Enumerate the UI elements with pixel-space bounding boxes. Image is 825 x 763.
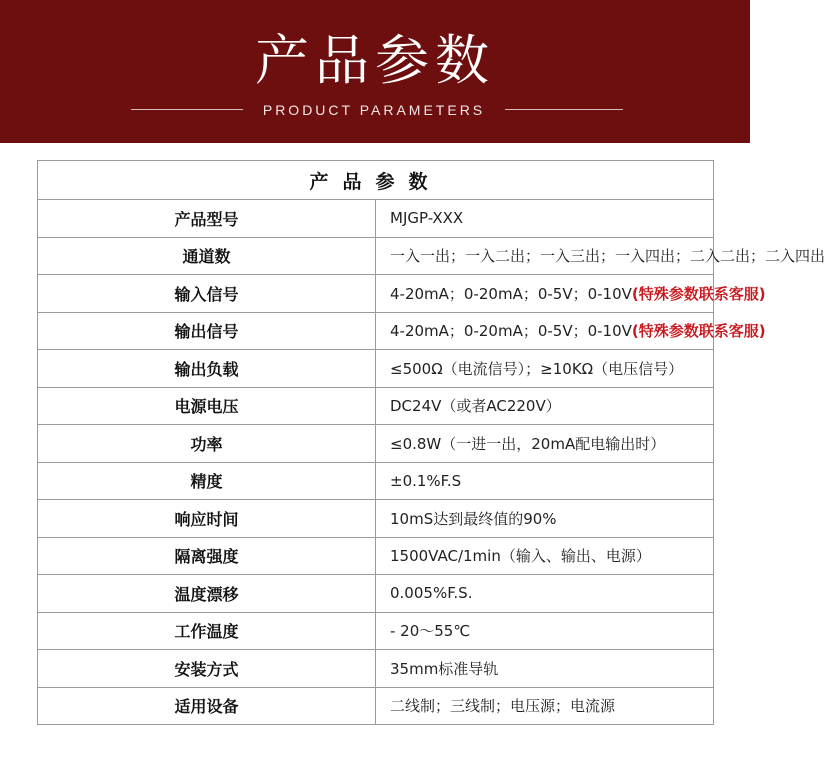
subtitle-row bbox=[0, 98, 750, 122]
param-label: 适用设备 bbox=[38, 687, 376, 725]
param-label: 输出负载 bbox=[38, 350, 376, 388]
param-label: 通道数 bbox=[38, 237, 376, 275]
param-value: 4-20mA；0-20mA；0-5V；0-10V bbox=[390, 284, 632, 303]
table-row bbox=[38, 312, 714, 350]
param-value-cell bbox=[376, 500, 714, 538]
param-value: DC24V（或者AC220V） bbox=[390, 397, 561, 416]
table-row bbox=[38, 612, 714, 650]
param-value: MJGP-XXX bbox=[390, 209, 464, 228]
param-value-cell bbox=[376, 200, 714, 238]
table-row bbox=[38, 425, 714, 463]
table-row bbox=[38, 500, 714, 538]
table-row bbox=[38, 462, 714, 500]
param-label: 电源电压 bbox=[38, 387, 376, 425]
param-value-cell bbox=[376, 312, 766, 350]
param-value: 二线制；三线制；电压源；电流源 bbox=[390, 697, 616, 716]
table-row bbox=[38, 537, 714, 575]
param-label: 安装方式 bbox=[38, 650, 376, 688]
param-value: - 20～55℃ bbox=[390, 622, 471, 641]
spec-table bbox=[37, 160, 825, 725]
page-subtitle: PRODUCT PARAMETERS bbox=[262, 102, 486, 118]
divider-line-right bbox=[505, 109, 623, 110]
param-value-cell bbox=[376, 650, 714, 688]
param-label: 隔离强度 bbox=[38, 537, 376, 575]
param-value: ≤500Ω（电流信号）；≥10KΩ（电压信号） bbox=[390, 359, 684, 378]
param-value-cell bbox=[376, 425, 714, 463]
table-body bbox=[38, 200, 825, 725]
param-note: (特殊参数联系客服) bbox=[631, 322, 766, 341]
param-value: 一入一出；一入二出；一入三出；一入四出；二入二出；二入四出 bbox=[390, 247, 825, 266]
param-value-cell bbox=[376, 687, 714, 725]
table-header: 产品参数 bbox=[38, 161, 714, 200]
param-label: 功率 bbox=[38, 425, 376, 463]
param-label: 温度漂移 bbox=[38, 575, 376, 613]
param-value: 10mS达到最终值的90% bbox=[390, 509, 557, 528]
param-value-cell bbox=[376, 612, 714, 650]
param-value: 0.005%F.S. bbox=[390, 584, 473, 603]
param-value-cell bbox=[376, 575, 714, 613]
param-value-cell bbox=[376, 537, 714, 575]
param-label: 精度 bbox=[38, 462, 376, 500]
page-title: 产品参数 bbox=[255, 29, 495, 92]
param-value: ≤0.8W（一进一出，20mA配电输出时） bbox=[390, 434, 666, 453]
param-value: ±0.1%F.S bbox=[390, 471, 462, 490]
header-banner bbox=[0, 0, 750, 143]
param-label: 工作温度 bbox=[38, 612, 376, 650]
param-value-cell bbox=[376, 387, 714, 425]
table-row bbox=[38, 687, 714, 725]
param-label: 产品型号 bbox=[38, 200, 376, 238]
table-row bbox=[38, 200, 714, 238]
param-label: 输入信号 bbox=[38, 275, 376, 313]
table-row bbox=[38, 650, 714, 688]
table-row bbox=[38, 575, 714, 613]
table-row bbox=[38, 350, 714, 388]
param-value-cell bbox=[376, 275, 766, 313]
table-row bbox=[38, 387, 714, 425]
param-value: 1500VAC/1min（输入、输出、电源） bbox=[390, 547, 651, 566]
param-value: 35mm标准导轨 bbox=[390, 659, 499, 678]
param-label: 输出信号 bbox=[38, 312, 376, 350]
param-value-cell bbox=[376, 237, 825, 275]
param-note: (特殊参数联系客服) bbox=[631, 284, 766, 303]
divider-line-left bbox=[131, 109, 243, 110]
table-header-row bbox=[38, 161, 714, 200]
param-value: 4-20mA；0-20mA；0-5V；0-10V bbox=[390, 322, 632, 341]
table-row bbox=[38, 237, 714, 275]
param-value-cell bbox=[376, 462, 714, 500]
param-value-cell bbox=[376, 350, 714, 388]
table-row bbox=[38, 275, 714, 313]
param-label: 响应时间 bbox=[38, 500, 376, 538]
